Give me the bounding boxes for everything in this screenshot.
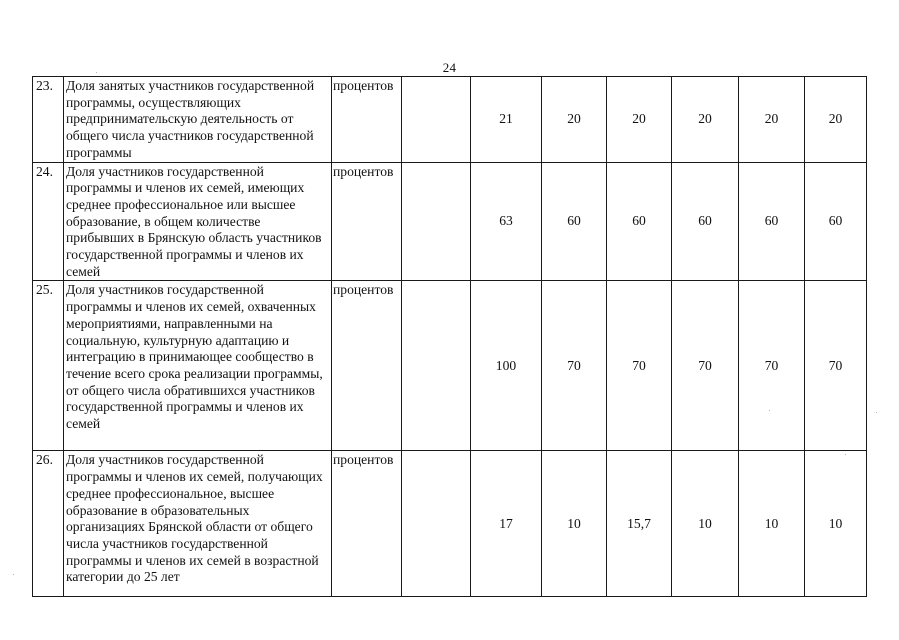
indicator-name: Доля участников государственной программы и членов их семей, охваченных мероприятиями, направленными на социальную, культурную адаптацию и интеграцию в принимающее сообщество в течение всего срока реализации программы, от общего числа обратившихся участников государственной программы и членов их семей bbox=[64, 281, 332, 451]
value-cell: 20 bbox=[739, 77, 805, 163]
scan-speck bbox=[13, 574, 14, 575]
value-cell: 70 bbox=[672, 281, 739, 451]
indicators-table bbox=[32, 76, 867, 597]
unit-cell: процентов bbox=[332, 77, 402, 163]
table-row bbox=[33, 77, 867, 163]
value-cell: 17 bbox=[471, 451, 542, 597]
row-number: 25. bbox=[33, 281, 64, 451]
scan-speck bbox=[769, 410, 770, 411]
row-number: 24. bbox=[33, 162, 64, 281]
value-cell: 10 bbox=[805, 451, 867, 597]
value-cell: 60 bbox=[672, 162, 739, 281]
value-cell: 10 bbox=[672, 451, 739, 597]
indicator-name: Доля участников государственной программы и членов их семей, получающих среднее профессиональное, высшее образование в образовательных организациях Брянской области от общего числа участников государственной программы и членов их семей в возрастной категории до 25 лет bbox=[64, 451, 332, 597]
value-cell: 70 bbox=[805, 281, 867, 451]
value-cell: 10 bbox=[739, 451, 805, 597]
empty-cell bbox=[402, 77, 471, 163]
value-cell: 100 bbox=[471, 281, 542, 451]
value-cell: 60 bbox=[607, 162, 672, 281]
value-cell: 70 bbox=[739, 281, 805, 451]
unit-cell: процентов bbox=[332, 281, 402, 451]
unit-cell: процентов bbox=[332, 162, 402, 281]
empty-cell bbox=[402, 451, 471, 597]
table-row bbox=[33, 162, 867, 281]
table-row bbox=[33, 281, 867, 451]
value-cell: 70 bbox=[607, 281, 672, 451]
scan-speck bbox=[876, 412, 877, 413]
value-cell: 21 bbox=[471, 77, 542, 163]
empty-cell bbox=[402, 162, 471, 281]
empty-cell bbox=[402, 281, 471, 451]
page-number: 24 bbox=[442, 60, 457, 75]
scan-speck bbox=[96, 72, 97, 73]
value-cell: 60 bbox=[542, 162, 607, 281]
indicator-name: Доля участников государственной программы и членов их семей, имеющих среднее профессиональное или высшее образование, в общем количестве прибывших в Брянскую область участников государственной программы и членов их семей bbox=[64, 162, 332, 281]
indicator-name: Доля занятых участников государственной программы, осуществляющих предпринимательскую деятельность от общего числа участников государственной программы bbox=[64, 77, 332, 163]
value-cell: 15,7 bbox=[607, 451, 672, 597]
table-row bbox=[33, 451, 867, 597]
unit-cell: процентов bbox=[332, 451, 402, 597]
value-cell: 10 bbox=[542, 451, 607, 597]
value-cell: 20 bbox=[805, 77, 867, 163]
scan-speck bbox=[845, 454, 846, 455]
value-cell: 70 bbox=[542, 281, 607, 451]
row-number: 26. bbox=[33, 451, 64, 597]
value-cell: 60 bbox=[739, 162, 805, 281]
value-cell: 63 bbox=[471, 162, 542, 281]
value-cell: 20 bbox=[542, 77, 607, 163]
row-number: 23. bbox=[33, 77, 64, 163]
value-cell: 60 bbox=[805, 162, 867, 281]
value-cell: 20 bbox=[672, 77, 739, 163]
value-cell: 20 bbox=[607, 77, 672, 163]
